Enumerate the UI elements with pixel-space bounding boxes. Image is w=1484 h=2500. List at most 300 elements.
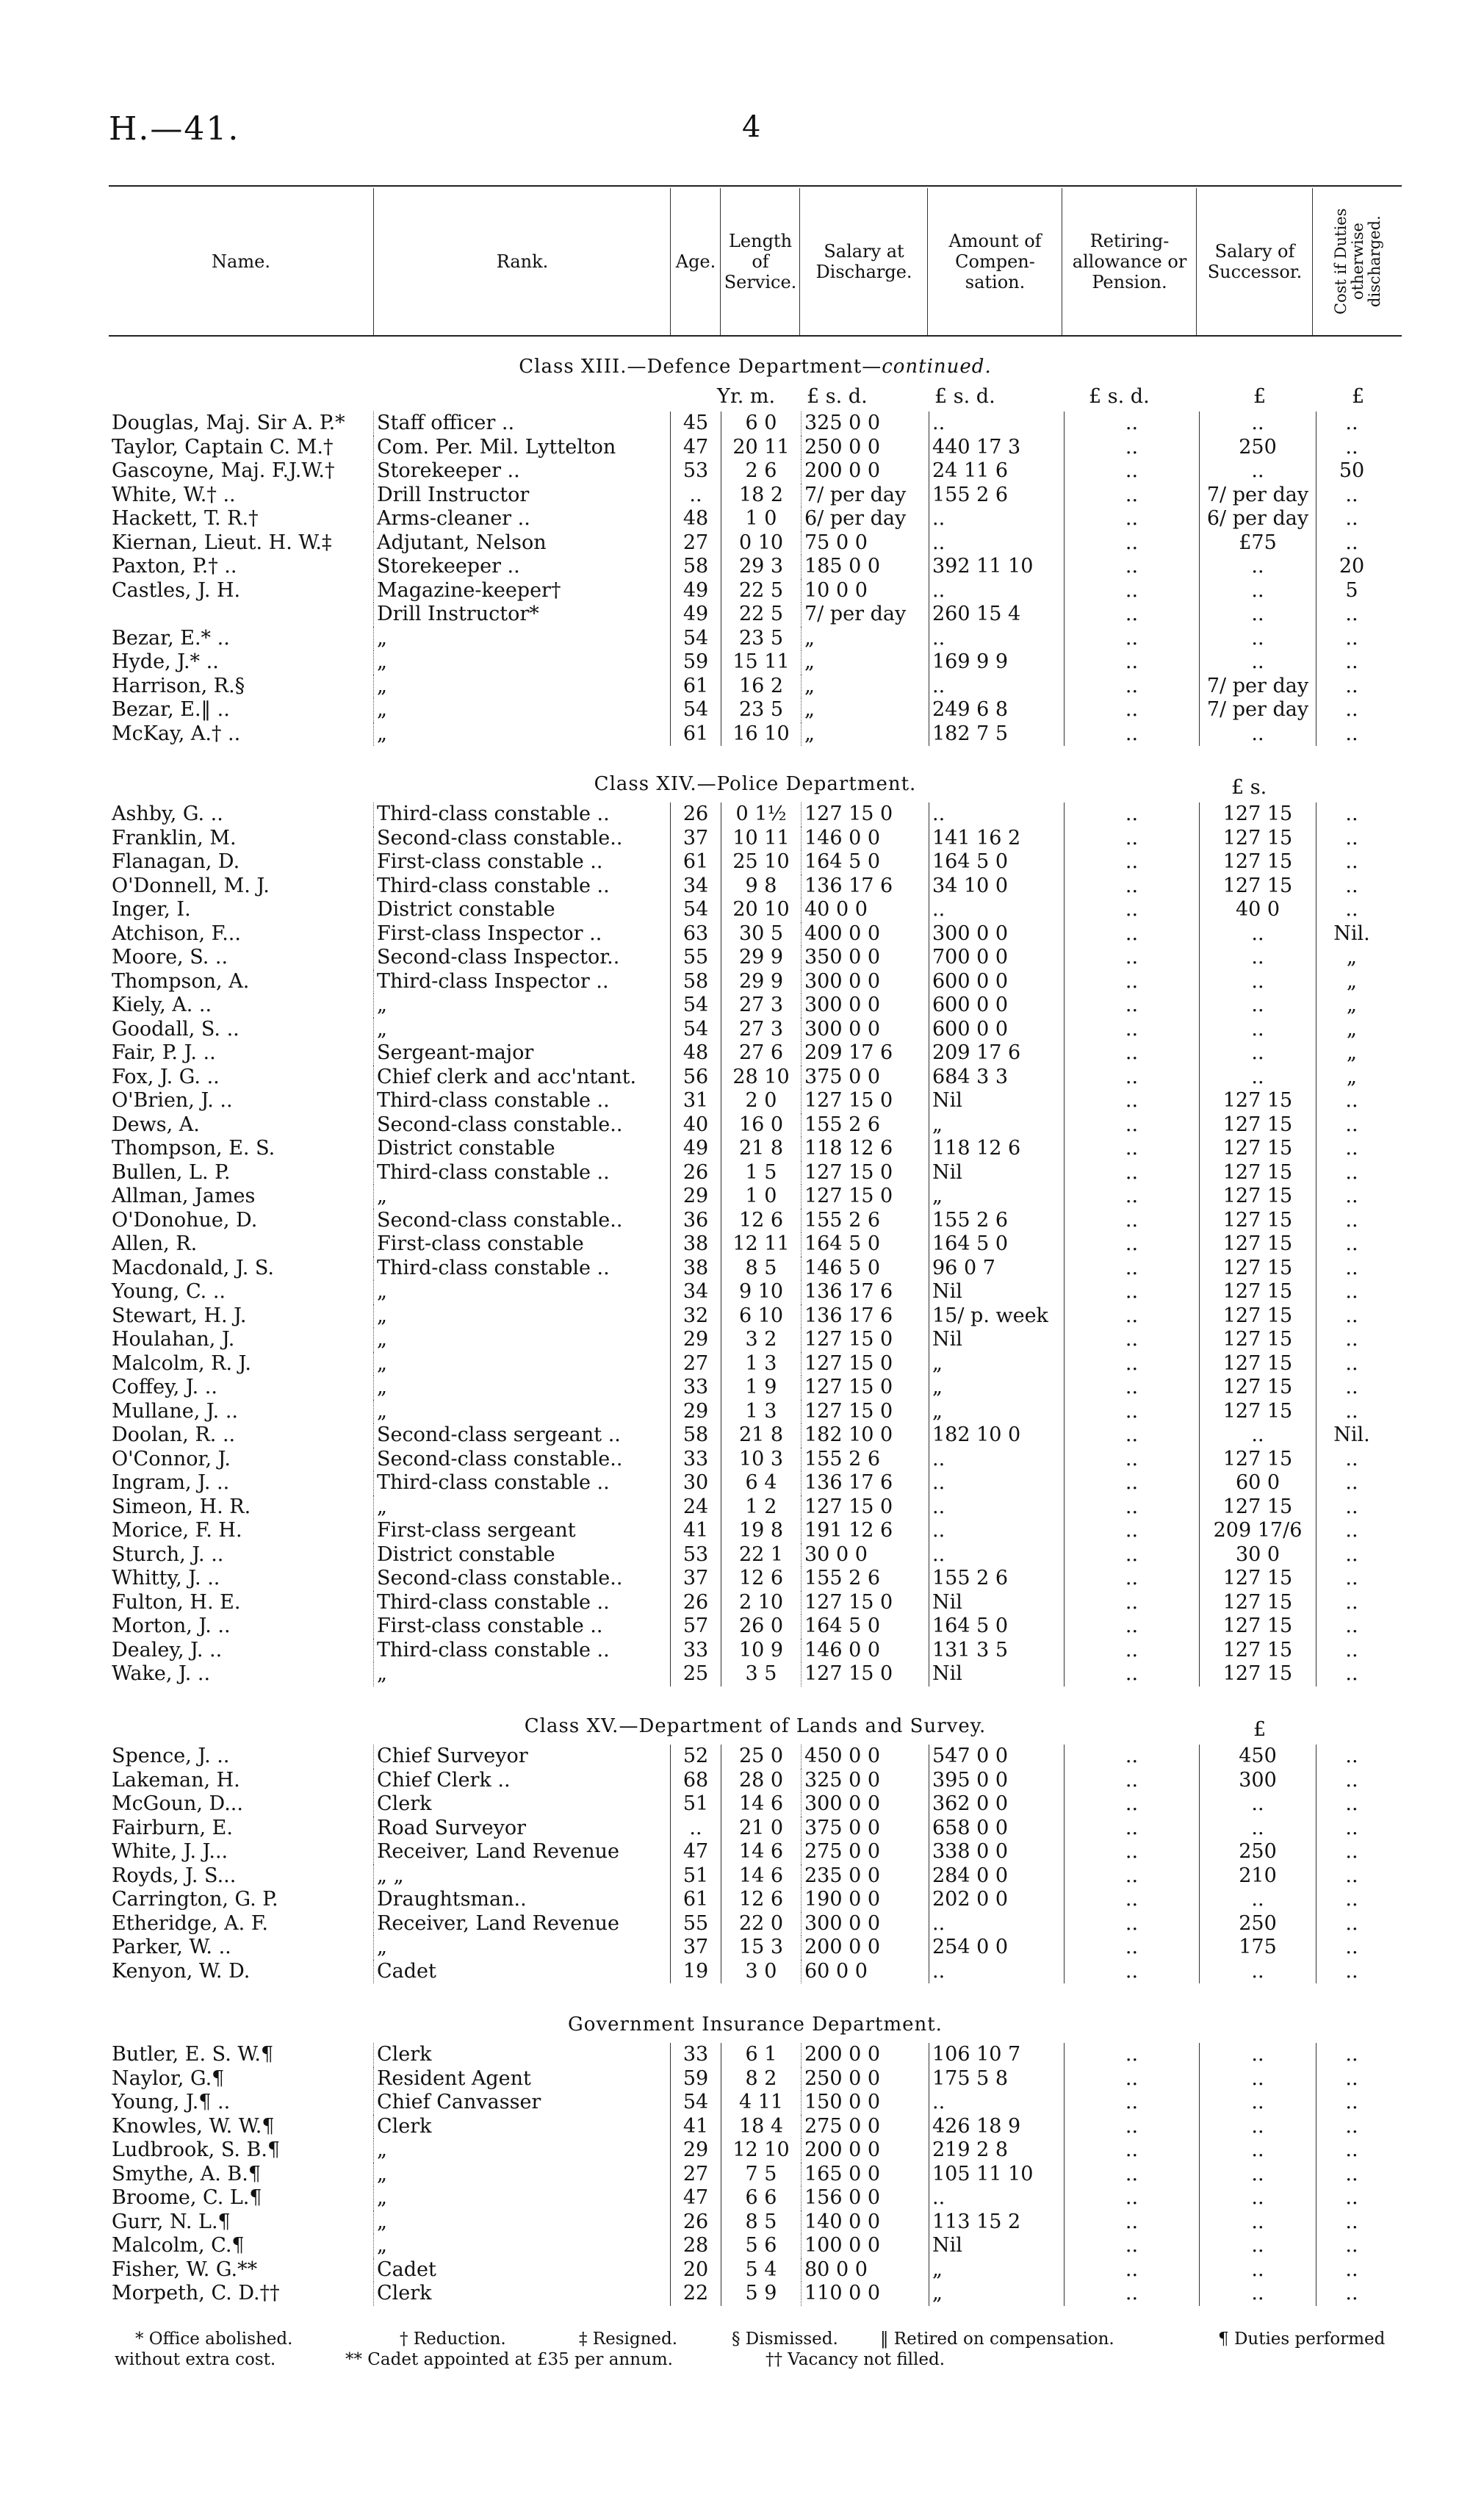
cell-len: 12 11 <box>721 1232 802 1257</box>
cell-ret: .. <box>1065 1089 1200 1113</box>
cell-cost: .. <box>1316 675 1388 699</box>
cell-ret: .. <box>1065 2067 1200 2091</box>
cell-rank: Sergeant-major <box>374 1041 671 1066</box>
cell-ret: .. <box>1065 1567 1200 1591</box>
cell-len: 21 8 <box>721 1423 802 1448</box>
cell-len: 5 6 <box>721 2234 802 2258</box>
cell-ret: .. <box>1065 850 1200 874</box>
cell-age: 41 <box>671 2115 721 2139</box>
cell-name: Bullen, L. P. <box>112 1160 231 1184</box>
cell-rank: First-class sergeant <box>374 1519 671 1543</box>
cell-ret: .. <box>1065 1400 1200 1424</box>
table-row <box>109 1304 1387 1329</box>
cell-cost: .. <box>1316 1936 1388 1960</box>
cell-rank: First-class constable .. <box>374 850 671 874</box>
cell-rank: „ <box>374 2163 671 2187</box>
cell-cost: .. <box>1316 2282 1388 2306</box>
cell-comp: 118 12 6 <box>929 1137 1065 1161</box>
cell-rank: Receiver, Land Revenue <box>374 1912 671 1936</box>
table-row <box>109 507 1387 531</box>
cell-rank: „ <box>374 1376 671 1400</box>
table-row <box>109 1232 1387 1257</box>
cell-sal: 30 0 0 <box>802 1543 929 1567</box>
units-successor-lands: £ <box>1253 1718 1267 1741</box>
cell-comp: 131 3 5 <box>929 1639 1065 1663</box>
cell-succ: .. <box>1200 1817 1316 1841</box>
cell-comp: 426 18 9 <box>929 2115 1065 2139</box>
cell-cost: „ <box>1316 1041 1388 1066</box>
table-row <box>109 2210 1387 2235</box>
section-title-insurance: Government Insurance Department. <box>568 2014 943 2036</box>
cell-age: 31 <box>671 1089 721 1113</box>
cell-ret: .. <box>1065 1066 1200 1090</box>
cell-ret: .. <box>1065 970 1200 994</box>
cell-sal: 155 2 6 <box>802 1567 929 1591</box>
cell-comp: 254 0 0 <box>929 1936 1065 1960</box>
cell-succ: 60 0 <box>1200 1471 1316 1495</box>
cell-comp: .. <box>929 507 1065 531</box>
cell-comp: 155 2 6 <box>929 1209 1065 1233</box>
table-row <box>109 1936 1387 1960</box>
cell-comp: Nil <box>929 1089 1065 1113</box>
cell-sal: 136 17 6 <box>802 874 929 899</box>
cell-name: Harrison, R.§ <box>112 674 245 697</box>
cell-ret: .. <box>1065 1471 1200 1495</box>
cell-name: Ingram, J. .. <box>112 1471 230 1494</box>
cell-comp: „ <box>929 1352 1065 1376</box>
table-row <box>109 1448 1387 1472</box>
cell-rank: „ <box>374 1936 671 1960</box>
cell-ret: .. <box>1065 2282 1200 2306</box>
cell-succ: 250 <box>1200 1912 1316 1936</box>
cell-comp: .. <box>929 531 1065 556</box>
cell-len: 22 1 <box>721 1543 802 1567</box>
cell-rank: Third-class Inspector .. <box>374 970 671 994</box>
cell-succ: 127 15 <box>1200 1113 1316 1138</box>
table-row <box>109 994 1387 1018</box>
cell-sal: 146 5 0 <box>802 1257 929 1281</box>
cell-cost: .. <box>1316 2067 1388 2091</box>
cell-ret: .. <box>1065 1495 1200 1520</box>
cell-cost: .. <box>1316 1888 1388 1912</box>
cell-age: 61 <box>671 722 721 747</box>
cell-age: 54 <box>671 1018 721 1042</box>
cell-age: 36 <box>671 1209 721 1233</box>
cell-age: 24 <box>671 1495 721 1520</box>
cell-cost: .. <box>1316 827 1388 851</box>
cell-succ: .. <box>1200 1960 1316 1984</box>
cell-rank: Third-class constable .. <box>374 1089 671 1113</box>
cell-rank: Third-class constable .. <box>374 802 671 827</box>
section-title-defence-text: Class XIII.—Defence Department— <box>519 356 882 378</box>
cell-name: Morice, F. H. <box>112 1519 242 1542</box>
cell-sal: 300 0 0 <box>802 994 929 1018</box>
cell-sal: 375 0 0 <box>802 1817 929 1841</box>
cell-ret: .. <box>1065 1137 1200 1161</box>
table-row <box>109 555 1387 579</box>
cell-rank: Chief Canvasser <box>374 2091 671 2115</box>
cell-comp: 164 5 0 <box>929 850 1065 874</box>
cell-comp: 175 5 8 <box>929 2067 1065 2091</box>
cell-cost: .. <box>1316 2091 1388 2115</box>
table-row <box>109 2067 1387 2091</box>
cell-sal: 200 0 0 <box>802 1936 929 1960</box>
section-title-defence <box>109 356 1402 378</box>
cell-name: Goodall, S. .. <box>112 1017 239 1041</box>
footnote-abolished: * Office abolished. <box>135 2330 293 2349</box>
cell-len: 18 4 <box>721 2115 802 2139</box>
cell-name: Doolan, R. .. <box>112 1423 236 1446</box>
insurance-table <box>109 2043 1387 2306</box>
cell-sal: 250 0 0 <box>802 436 929 460</box>
cell-ret: .. <box>1065 1960 1200 1984</box>
cell-comp: „ <box>929 1400 1065 1424</box>
cell-sal: 209 17 6 <box>802 1041 929 1066</box>
cell-len: 7 5 <box>721 2163 802 2187</box>
cell-cost: .. <box>1316 850 1388 874</box>
cell-comp: 164 5 0 <box>929 1232 1065 1257</box>
page-reference: H.—41. <box>109 110 240 148</box>
cell-rank: Clerk <box>374 2282 671 2306</box>
cell-cost: .. <box>1316 1591 1388 1615</box>
cell-comp: .. <box>929 2091 1065 2115</box>
cell-ret: .. <box>1065 555 1200 579</box>
cell-succ: .. <box>1200 2067 1316 2091</box>
table-row <box>109 1614 1387 1639</box>
cell-name: Atchison, F... <box>112 922 241 945</box>
cell-name: O'Brien, J. .. <box>112 1089 233 1112</box>
cell-len: 23 5 <box>721 698 802 722</box>
cell-cost: .. <box>1316 627 1388 651</box>
table-row <box>109 1352 1387 1376</box>
table-row <box>109 827 1387 851</box>
cell-name: O'Donnell, M. J. <box>112 874 270 897</box>
cell-comp: .. <box>929 2186 1065 2210</box>
col-name-header: Name. <box>212 251 270 272</box>
cell-ret: .. <box>1065 1639 1200 1663</box>
cell-comp: 15/ p. week <box>929 1304 1065 1329</box>
cell-sal: 250 0 0 <box>802 2067 929 2091</box>
cell-comp: „ <box>929 2258 1065 2282</box>
cell-sal: 146 0 0 <box>802 827 929 851</box>
table-row <box>109 802 1387 827</box>
cell-age: 58 <box>671 1423 721 1448</box>
cell-age: 49 <box>671 603 721 627</box>
cell-age: .. <box>671 1817 721 1841</box>
cell-cost: .. <box>1316 1209 1388 1233</box>
cell-cost: .. <box>1316 1639 1388 1663</box>
cell-cost: 20 <box>1316 555 1388 579</box>
cell-succ: 127 15 <box>1200 802 1316 827</box>
cell-succ: 7/ per day <box>1200 484 1316 508</box>
cell-succ: 210 <box>1200 1864 1316 1889</box>
cell-rank: Third-class constable .. <box>374 874 671 899</box>
cell-rank: Third-class constable .. <box>374 1639 671 1663</box>
cell-rank: Third-class constable .. <box>374 1257 671 1281</box>
cell-sal: 200 0 0 <box>802 2043 929 2067</box>
table-row <box>109 1912 1387 1936</box>
cell-name: Fair, P. J. .. <box>112 1041 216 1064</box>
cell-name: Hackett, T. R.† <box>112 507 259 530</box>
cell-len: 1 9 <box>721 1376 802 1400</box>
cell-rank: „ <box>374 1304 671 1329</box>
cell-ret: .. <box>1065 698 1200 722</box>
cell-succ: .. <box>1200 555 1316 579</box>
cell-succ: 250 <box>1200 436 1316 460</box>
cell-sal: 118 12 6 <box>802 1137 929 1161</box>
cell-cost: .. <box>1316 1792 1388 1817</box>
cell-succ: .. <box>1200 922 1316 947</box>
cell-rank: Com. Per. Mil. Lyttelton <box>374 436 671 460</box>
cell-age: 54 <box>671 2091 721 2115</box>
cell-ret: .. <box>1065 650 1200 675</box>
cell-succ: .. <box>1200 2138 1316 2163</box>
cell-succ: .. <box>1200 722 1316 747</box>
cell-sal: „ <box>802 675 929 699</box>
cell-len: 15 3 <box>721 1936 802 1960</box>
cell-sal: 110 0 0 <box>802 2282 929 2306</box>
table-row <box>109 2282 1387 2306</box>
cell-ret: .. <box>1065 1328 1200 1352</box>
cell-comp: 96 0 7 <box>929 1257 1065 1281</box>
cell-len: 29 3 <box>721 555 802 579</box>
cell-name: Allman, James <box>112 1185 256 1207</box>
cell-name: Fox, J. G. .. <box>112 1065 220 1088</box>
cell-succ: 250 <box>1200 1840 1316 1864</box>
cell-cost: „ <box>1316 970 1388 994</box>
cell-len: 6 6 <box>721 2186 802 2210</box>
footnote-resigned: ‡ Resigned. <box>579 2330 678 2349</box>
cell-comp: 362 0 0 <box>929 1792 1065 1817</box>
cell-rank: Third-class constable .. <box>374 1591 671 1615</box>
table-row <box>109 2043 1387 2067</box>
cell-rank: „ <box>374 994 671 1018</box>
cell-rank: „ <box>374 1185 671 1209</box>
cell-ret: .. <box>1065 1041 1200 1066</box>
cell-succ: .. <box>1200 1018 1316 1042</box>
cell-cost: .. <box>1316 2258 1388 2282</box>
cell-ret: .. <box>1065 898 1200 922</box>
table-row <box>109 1864 1387 1889</box>
col-successor-header: Salary of Successor. <box>1196 188 1313 335</box>
cell-age: 27 <box>671 531 721 556</box>
cell-len: 3 5 <box>721 1662 802 1687</box>
table-row <box>109 2163 1387 2187</box>
table-row <box>109 1495 1387 1520</box>
cell-succ: .. <box>1200 2043 1316 2067</box>
cell-name: Whitty, J. .. <box>112 1567 220 1590</box>
cell-cost: Nil. <box>1316 922 1388 947</box>
col-retiring-header: Retiring-allowance or Pension. <box>1062 188 1197 335</box>
cell-age: 68 <box>671 1769 721 1793</box>
cell-cost: .. <box>1316 1840 1388 1864</box>
table-row <box>109 722 1387 747</box>
table-row <box>109 1745 1387 1769</box>
cell-len: 18 2 <box>721 484 802 508</box>
cell-ret: .. <box>1065 994 1200 1018</box>
cell-sal: 190 0 0 <box>802 1888 929 1912</box>
cell-ret: .. <box>1065 1209 1200 1233</box>
cell-age: 33 <box>671 1376 721 1400</box>
cell-ret: .. <box>1065 1280 1200 1304</box>
cell-age: 52 <box>671 1745 721 1769</box>
col-length-header: Length of Service. <box>720 188 800 335</box>
units-compensation: £ s. d. <box>934 385 995 408</box>
cell-rank: First-class Inspector .. <box>374 922 671 947</box>
col-salary-header: Salary at Discharge. <box>799 188 928 335</box>
cell-succ: .. <box>1200 1041 1316 1066</box>
cell-comp: .. <box>929 898 1065 922</box>
cell-cost: .. <box>1316 1662 1388 1687</box>
cell-sal: 164 5 0 <box>802 850 929 874</box>
table-row <box>109 2115 1387 2139</box>
cell-cost: .. <box>1316 2138 1388 2163</box>
cell-ret: .. <box>1065 507 1200 531</box>
cell-age: 41 <box>671 1519 721 1543</box>
cell-sal: 127 15 0 <box>802 1662 929 1687</box>
cell-sal: 127 15 0 <box>802 1591 929 1615</box>
table-row <box>109 2138 1387 2163</box>
cell-len: 30 5 <box>721 922 802 947</box>
table-row <box>109 1591 1387 1615</box>
cell-len: 10 11 <box>721 827 802 851</box>
cell-len: 15 11 <box>721 650 802 675</box>
cell-comp: 34 10 0 <box>929 874 1065 899</box>
cell-age: 19 <box>671 1960 721 1984</box>
cell-succ: 127 15 <box>1200 1232 1316 1257</box>
table-row <box>109 1769 1387 1793</box>
cell-cost: .. <box>1316 1960 1388 1984</box>
table-row <box>109 1423 1387 1448</box>
cell-comp: 440 17 3 <box>929 436 1065 460</box>
cell-age: 61 <box>671 1888 721 1912</box>
cell-len: 0 1½ <box>721 802 802 827</box>
cell-name: Bezar, E.‖ .. <box>112 698 230 721</box>
cell-succ: 127 15 <box>1200 1185 1316 1209</box>
cell-cost: .. <box>1316 507 1388 531</box>
cell-sal: 80 0 0 <box>802 2258 929 2282</box>
cell-comp: 684 3 3 <box>929 1066 1065 1090</box>
cell-comp: 105 11 10 <box>929 2163 1065 2187</box>
cell-len: 16 0 <box>721 1113 802 1138</box>
cell-sal: „ <box>802 722 929 747</box>
cell-name: Dealey, J. .. <box>112 1638 223 1662</box>
cell-comp: .. <box>929 1448 1065 1472</box>
cell-age: 56 <box>671 1066 721 1090</box>
cell-sal: 40 0 0 <box>802 898 929 922</box>
cell-ret: .. <box>1065 1792 1200 1817</box>
cell-succ: 127 15 <box>1200 1209 1316 1233</box>
footnote-vacancy: †† Vacancy not filled. <box>766 2350 945 2369</box>
cell-ret: .. <box>1065 1817 1200 1841</box>
cell-sal: 127 15 0 <box>802 1495 929 1520</box>
cell-comp: .. <box>929 802 1065 827</box>
cell-succ: 127 15 <box>1200 1137 1316 1161</box>
cell-sal: 140 0 0 <box>802 2210 929 2235</box>
cell-age: .. <box>671 484 721 508</box>
cell-succ: 127 15 <box>1200 1328 1316 1352</box>
cell-ret: .. <box>1065 412 1200 436</box>
cell-rank: Cadet <box>374 2258 671 2282</box>
cell-name: Lakeman, H. <box>112 1768 240 1792</box>
cell-name: Smythe, A. B.¶ <box>112 2162 262 2185</box>
cell-sal: 127 15 0 <box>802 802 929 827</box>
cell-rank: Third-class constable .. <box>374 1161 671 1185</box>
table-row <box>109 603 1387 627</box>
cell-name: Bezar, E.* .. <box>112 626 230 650</box>
cell-name: McKay, A.† .. <box>112 722 241 745</box>
cell-age: 61 <box>671 850 721 874</box>
defence-table <box>109 412 1387 746</box>
cell-age: 54 <box>671 898 721 922</box>
cell-succ: .. <box>1200 1066 1316 1090</box>
cell-len: 6 10 <box>721 1304 802 1329</box>
cell-name: Thompson, A. <box>112 969 250 993</box>
table-row <box>109 531 1387 556</box>
cell-succ: .. <box>1200 2163 1316 2187</box>
table-row <box>109 1543 1387 1567</box>
cell-cost: .. <box>1316 1448 1388 1472</box>
cell-age: 33 <box>671 2043 721 2067</box>
cell-name: Broome, C. L.¶ <box>112 2186 262 2209</box>
cell-rank: Adjutant, Nelson <box>374 531 671 556</box>
cell-ret: .. <box>1065 2138 1200 2163</box>
cell-age: 34 <box>671 874 721 899</box>
cell-name: Taylor, Captain C. M.† <box>112 435 334 459</box>
cell-rank: Resident Agent <box>374 2067 671 2091</box>
cell-name: Fairburn, E. <box>112 1816 233 1839</box>
cell-succ: 7/ per day <box>1200 675 1316 699</box>
cell-rank: Cadet <box>374 1960 671 1984</box>
cell-cost: .. <box>1316 1232 1388 1257</box>
cell-len: 28 0 <box>721 1769 802 1793</box>
cell-cost: .. <box>1316 2234 1388 2258</box>
cell-succ: .. <box>1200 627 1316 651</box>
cell-age: 38 <box>671 1257 721 1281</box>
cell-sal: 155 2 6 <box>802 1209 929 1233</box>
cell-cost: .. <box>1316 802 1388 827</box>
cell-sal: 182 10 0 <box>802 1423 929 1448</box>
cell-len: 29 9 <box>721 970 802 994</box>
cell-rank: „ <box>374 2234 671 2258</box>
cell-rank: „ <box>374 675 671 699</box>
cell-sal: 275 0 0 <box>802 2115 929 2139</box>
cell-succ: 7/ per day <box>1200 698 1316 722</box>
cell-rank: Chief Clerk .. <box>374 1769 671 1793</box>
table-row <box>109 1792 1387 1817</box>
cell-sal: 300 0 0 <box>802 1912 929 1936</box>
cell-len: 9 8 <box>721 874 802 899</box>
cell-ret: .. <box>1065 1936 1200 1960</box>
cell-comp: .. <box>929 1912 1065 1936</box>
cell-comp: 155 2 6 <box>929 484 1065 508</box>
cell-cost: .. <box>1316 1471 1388 1495</box>
cell-sal: 350 0 0 <box>802 946 929 970</box>
cell-name: Ashby, G. .. <box>112 802 223 825</box>
cell-age: 48 <box>671 507 721 531</box>
cell-comp: 395 0 0 <box>929 1769 1065 1793</box>
cell-rank: District constable <box>374 1137 671 1161</box>
cell-ret: .. <box>1065 1591 1200 1615</box>
cell-age: 59 <box>671 2067 721 2091</box>
cell-name: Moore, S. .. <box>112 946 228 969</box>
cell-age: 28 <box>671 2234 721 2258</box>
table-row <box>109 922 1387 947</box>
table-row <box>109 1376 1387 1400</box>
cell-len: 27 3 <box>721 994 802 1018</box>
units-successor: £ <box>1253 385 1267 408</box>
cell-sal: 235 0 0 <box>802 1864 929 1889</box>
